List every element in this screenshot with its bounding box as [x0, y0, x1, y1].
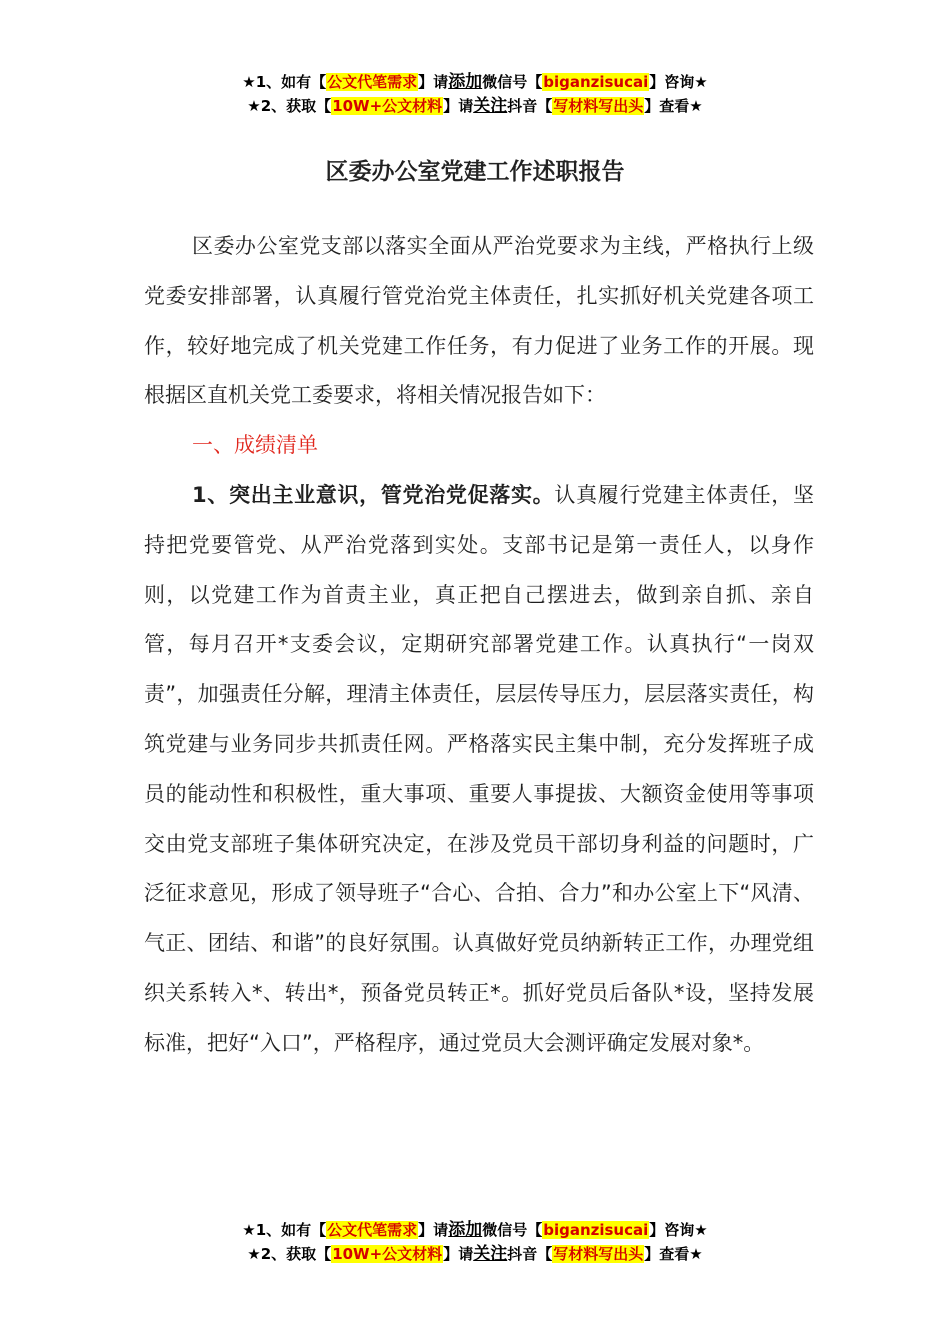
footer-highlight-douyin-account: 写材料写出头: [553, 1245, 644, 1263]
banner-line-1-mid: 】请: [418, 73, 449, 91]
banner-highlight-douyin-account: 写材料写出头: [553, 97, 644, 115]
banner-highlight-service: 公文代笔需求: [327, 73, 418, 91]
footer-banner: [0, 1218, 950, 1266]
footer-highlight-wechat-id: biganzisucai: [543, 1221, 649, 1239]
footer-line-2-prefix: ★2、获取【: [247, 1245, 332, 1263]
body-paragraph: [144, 471, 814, 1069]
banner-line-1-mid2: 微信号【: [482, 73, 543, 91]
banner-line-2-prefix: ★2、获取【: [247, 97, 332, 115]
footer-line-1-suffix: 】咨询★: [649, 1221, 708, 1239]
paragraph-text: 认真履行党建主体责任，坚持把党要管党、从严治党落到实处。支部书记是第一责任人，以身作则，以党建工作为首责主业，真正把自己摆进去，做到亲自抓、亲自管，每月召开*支委会议，定期研究部署党建工作。认真执行“一岗双责”，加强责任分解，理清主体责任，层层传导压力，层层落实责任，构筑党建与业务同步共抓责任网。严格落实民主集中制，充分发挥班子成员的能动性和积极性，重大事项、重要人事提拔、大额资金使用等事项交由党支部班子集体研究决定，在涉及党员干部切身利益的问题时，广泛征求意见，形成了领导班子“合心、合拍、合力”和办公室上下“风清、气正、团结、和谐”的良好氛围。认真做好党员纳新转正工作，办理党组织关系转入*、转出*，预备党员转正*。抓好党员后备队*设，坚持发展标准，把好“入口”，严格程序，通过党员大会测评确定发展对象*。: [144, 482, 814, 1055]
section-heading: 一、成绩清单: [192, 433, 318, 458]
banner-line-2-mid2: 抖音【: [507, 97, 553, 115]
banner-highlight-wechat-id: biganzisucai: [543, 73, 649, 91]
banner-line-1: [0, 70, 950, 94]
footer-line-1-mid2: 微信号【: [482, 1221, 543, 1239]
footer-line-2-mid: 】请: [443, 1245, 474, 1263]
intro-paragraph: 区委办公室党支部以落实全面从严治党要求为主线，严格执行上级党委安排部署，认真履行管党治党主体责任，扎实抓好机关党建各项工作，较好地完成了机关党建工作任务，有力促进了业务工作的开展。现根据区直机关党工委要求，将相关情况报告如下：: [144, 234, 814, 408]
footer-emphasis-add: 添加: [448, 1220, 483, 1240]
footer-highlight-materials: 10W+公文材料: [332, 1245, 443, 1263]
footer-emphasis-follow: 关注: [473, 1244, 508, 1264]
footer-line-1-mid: 】请: [418, 1221, 449, 1239]
banner-emphasis-add: 添加: [448, 72, 483, 92]
banner-line-2: [0, 94, 950, 118]
footer-banner-line-1: [0, 1218, 950, 1242]
footer-highlight-service: 公文代笔需求: [327, 1221, 418, 1239]
banner-line-1-prefix: ★1、如有【: [242, 73, 327, 91]
banner-line-2-suffix: 】查看★: [644, 97, 703, 115]
banner-emphasis-follow: 关注: [473, 96, 508, 116]
document-body: [144, 222, 814, 1069]
banner-highlight-materials: 10W+公文材料: [332, 97, 443, 115]
footer-banner-line-2: [0, 1242, 950, 1266]
footer-line-2-suffix: 】查看★: [644, 1245, 703, 1263]
banner-line-2-mid: 】请: [443, 97, 474, 115]
footer-line-1-prefix: ★1、如有【: [242, 1221, 327, 1239]
banner-line-1-suffix: 】咨询★: [649, 73, 708, 91]
document-title: 区委办公室党建工作述职报告: [325, 159, 625, 185]
header-banner: [0, 70, 950, 118]
footer-line-2-mid2: 抖音【: [507, 1245, 553, 1263]
paragraph-lead: 1、突出主业意识，管党治党促落实。: [192, 482, 555, 507]
